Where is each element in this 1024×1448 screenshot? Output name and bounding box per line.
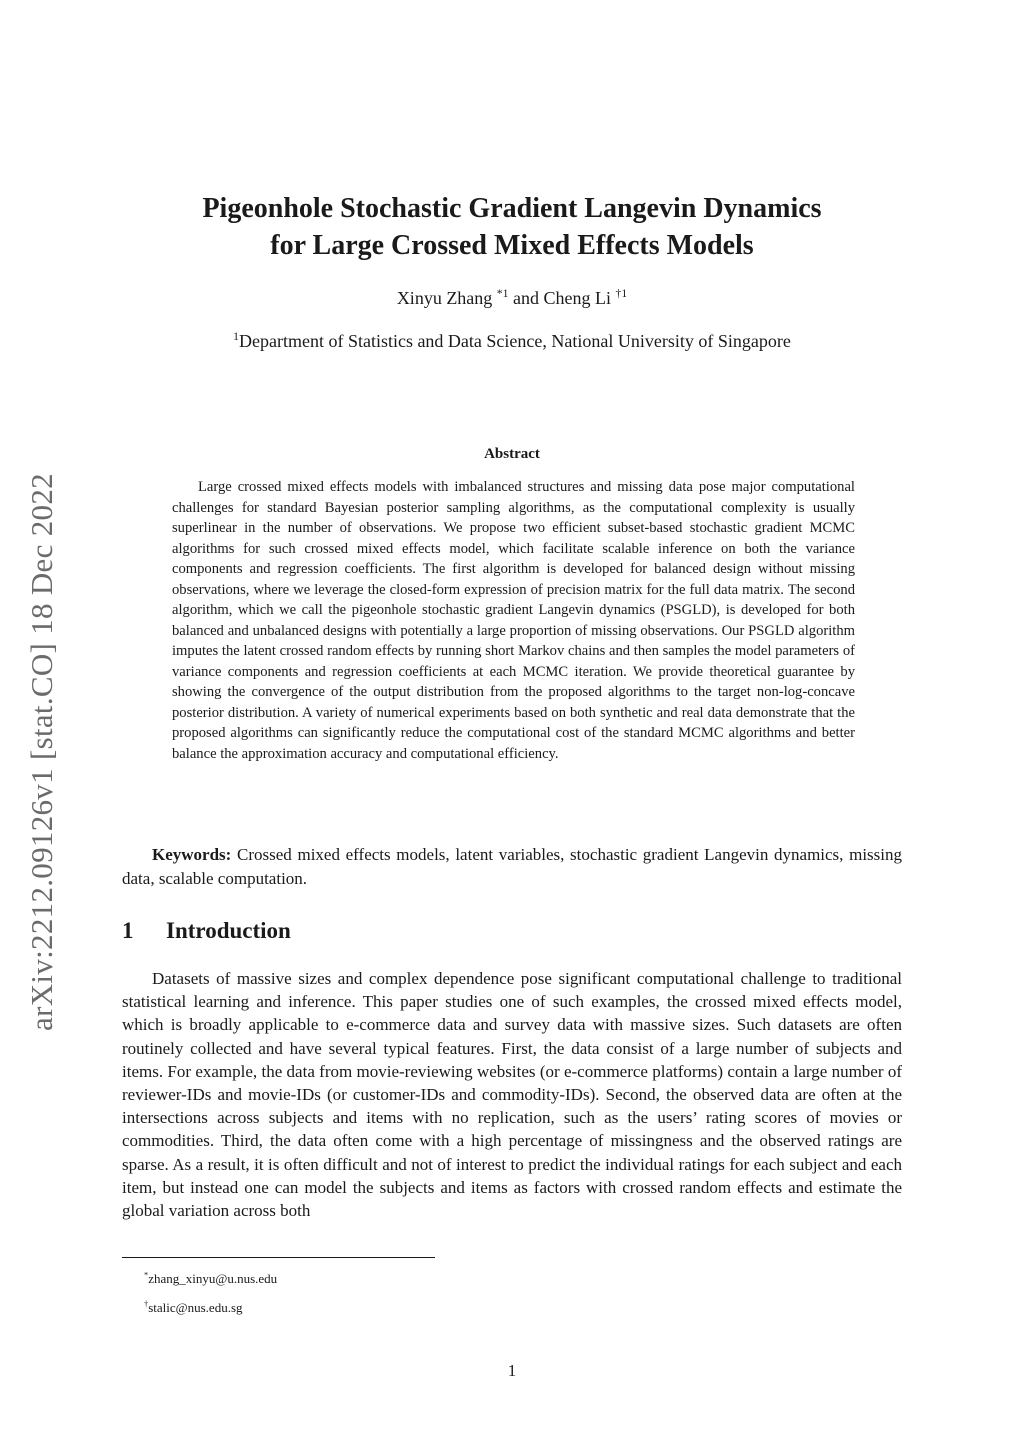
keywords-paragraph [122,843,902,890]
footnote-2-email[interactable]: stalic@nus.edu.sg [148,1300,243,1315]
title-line-1: Pigeonhole Stochastic Gradient Langevin Dynamics [202,193,822,224]
keywords-text: Crossed mixed effects models, latent variables, stochastic gradient Langevin dynamics, missing data, scalable computation. [122,845,903,888]
section-heading-introduction [122,918,291,944]
author-2-name: Cheng Li [543,288,611,308]
footnote-divider [122,1257,435,1258]
page-number: 1 [507,1361,517,1380]
author-1-name: Xinyu Zhang [396,288,493,308]
footnote-2-mark: † [144,1298,149,1309]
author-1-footnote-mark: *1 [496,287,509,300]
section-title: Introduction [166,918,291,943]
author-list [100,288,924,309]
title-line-2: for Large Crossed Mixed Effects Models [270,230,754,261]
author-2-footnote-mark: †1 [615,287,628,300]
paper-title [100,190,924,264]
footnote-1 [144,1271,277,1287]
footnote-2 [144,1300,243,1316]
footnote-1-email[interactable]: zhang_xinyu@u.nus.edu [148,1271,278,1286]
affiliation [100,331,924,352]
arxiv-identifier-stamp: arXiv:2212.09126v1 [stat.CO] 18 Dec 2022 [24,473,59,1031]
affiliation-text: Department of Statistics and Data Science, National University of Singapore [238,331,791,351]
keywords-label: Keywords: [152,845,232,864]
footnote-1-mark: * [144,1269,149,1280]
abstract-text: Large crossed mixed effects models with imbalanced structures and missing data pose major computational challenges for standard Bayesian posterior sampling algorithms, as the computational complexity is usually superlinear in the number of observations. We propose two efficient subset-based stochastic gradient MCMC algorithms for such crossed mixed effects model, which facilitate scalable inference on both the variance components and regression coefficients. The first algorithm is developed for balanced design without missing observations, where we leverage the closed-form expression of precision matrix for the full data matrix. The second algorithm, which we call the pigeonhole stochastic gradient Langevin dynamics (PSGLD), is developed for both balanced and unbalanced designs with potentially a large proportion of missing observations. Our PSGLD algorithm imputes the latent crossed random effects by running short Markov chains and then samples the model parameters of variance components and regression coefficients at each MCMC iteration. We provide theoretical guarantee by showing the convergence of the output distribution from the proposed algorithms to the target non-log-concave posterior distribution. A variety of numerical experiments based on both synthetic and real data demonstrate that the proposed algorithms can significantly reduce the computational cost of the standard MCMC algorithms and better balance the approximation accuracy and computational efficiency. [172,479,855,762]
author-conjunction: and [512,288,539,308]
section-number: 1 [122,918,134,943]
affiliation-mark: 1 [233,330,239,343]
abstract-heading: Abstract [484,446,540,462]
introduction-paragraph: Datasets of massive sizes and complex dependence pose significant computational challenge to traditional statistical learning and inference. This paper studies one of such examples, the crossed mixed effects model, which is broadly applicable to e-commerce data and survey data with massive sizes. Such datasets are often routinely collected and have several typical features. First, the data consist of a large number of subjects and items. For example, the data from movie-reviewing websites (or e-commerce platforms) contain a large number of reviewer-IDs and movie-IDs (or customer-IDs and commodity-IDs). Second, the observed data are often at the intersections across subjects and items with no replication, such as the users’ rating scores of movies or commodities. Third, the data often come with a high percentage of missingness and the observed ratings are sparse. As a result, it is often difficult and not of interest to predict the individual ratings for each subject and each item, but instead one can model the subjects and items as factors with crossed random effects and estimate the global variation across both [122,969,902,1221]
